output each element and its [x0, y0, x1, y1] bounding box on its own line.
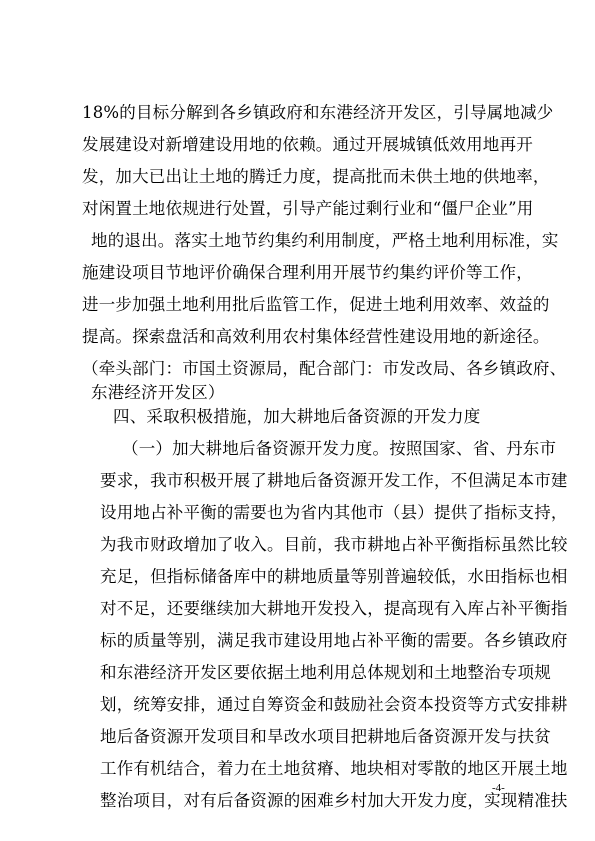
body-line-1: 18%的目标分解到各乡镇政府和东港经济开发区，引导属地减少	[82, 103, 554, 122]
body-line-8: 提高。探索盘活和高效利用农村集体经营性建设用地的新途径。	[82, 327, 550, 346]
body-line-22: 工作有机结合，着力在土地贫瘠、地块相对零散的地区开展土地	[100, 759, 568, 778]
body-line-15: 为我市财政增加了收入。目前，我市耕地占补平衡指标虽然比较	[100, 535, 568, 554]
body-line-16: 充足，但指标储备库中的耕地质量等别普遍较低，水田指标也相	[100, 567, 568, 586]
body-line-2: 发展建设对新增建设用地的依赖。通过开展城镇低效用地再开	[82, 135, 533, 154]
body-line-23: 整治项目，对有后备资源的困难乡村加大开发力度，实现精准扶	[100, 791, 568, 810]
body-line-5: 地的退出。落实土地节约集约利用制度，严格土地利用标准，实	[91, 231, 559, 250]
body-line-9: （牵头部门：市国土资源局，配合部门：市发改局、各乡镇政府、	[82, 359, 567, 378]
body-line-13: 要求，我市积极开展了耕地后备资源开发工作，不但满足本市建	[100, 471, 568, 490]
body-line-3: 发，加大已出让土地的腾迁力度，提高批而未供土地的供地率，	[82, 167, 550, 186]
body-line-6: 施建设项目节地评价确保合理利用开展节约集约评价等工作，	[82, 263, 533, 282]
body-line-18: 标的质量等别，满足我市建设用地占补平衡的需要。各乡镇政府	[100, 631, 568, 650]
body-line-7: 进一步加强土地利用批后监管工作，促进土地利用效率、效益的	[82, 295, 550, 314]
body-line-10: 东港经济开发区）	[91, 383, 225, 402]
body-line-17: 对不足，还要继续加大耕地开发投入，提高现有入库占补平衡指	[100, 599, 568, 618]
body-line-19: 和东港经济开发区要依据土地利用总体规划和土地整治专项规	[100, 663, 551, 682]
subsection-heading-line: （一）加大耕地后备资源开发力度。按照国家、省、丹东市	[122, 439, 557, 458]
page-number: -4-	[492, 782, 505, 794]
body-line-20: 划，统筹安排，通过自筹资金和鼓励社会资本投资等方式安排耕	[100, 695, 568, 714]
section-heading: 四、采取积极措施，加大耕地后备资源的开发力度	[113, 407, 481, 426]
body-line-14: 设用地占补平衡的需要也为省内其他市（县）提供了指标支持，	[100, 503, 568, 522]
body-line-21: 地后备资源开发项目和旱改水项目把耕地后备资源开发与扶贫	[100, 727, 551, 746]
body-line-4: 对闲置土地依规进行处置，引导产能过剩行业和“僵尸企业”用	[82, 199, 534, 218]
